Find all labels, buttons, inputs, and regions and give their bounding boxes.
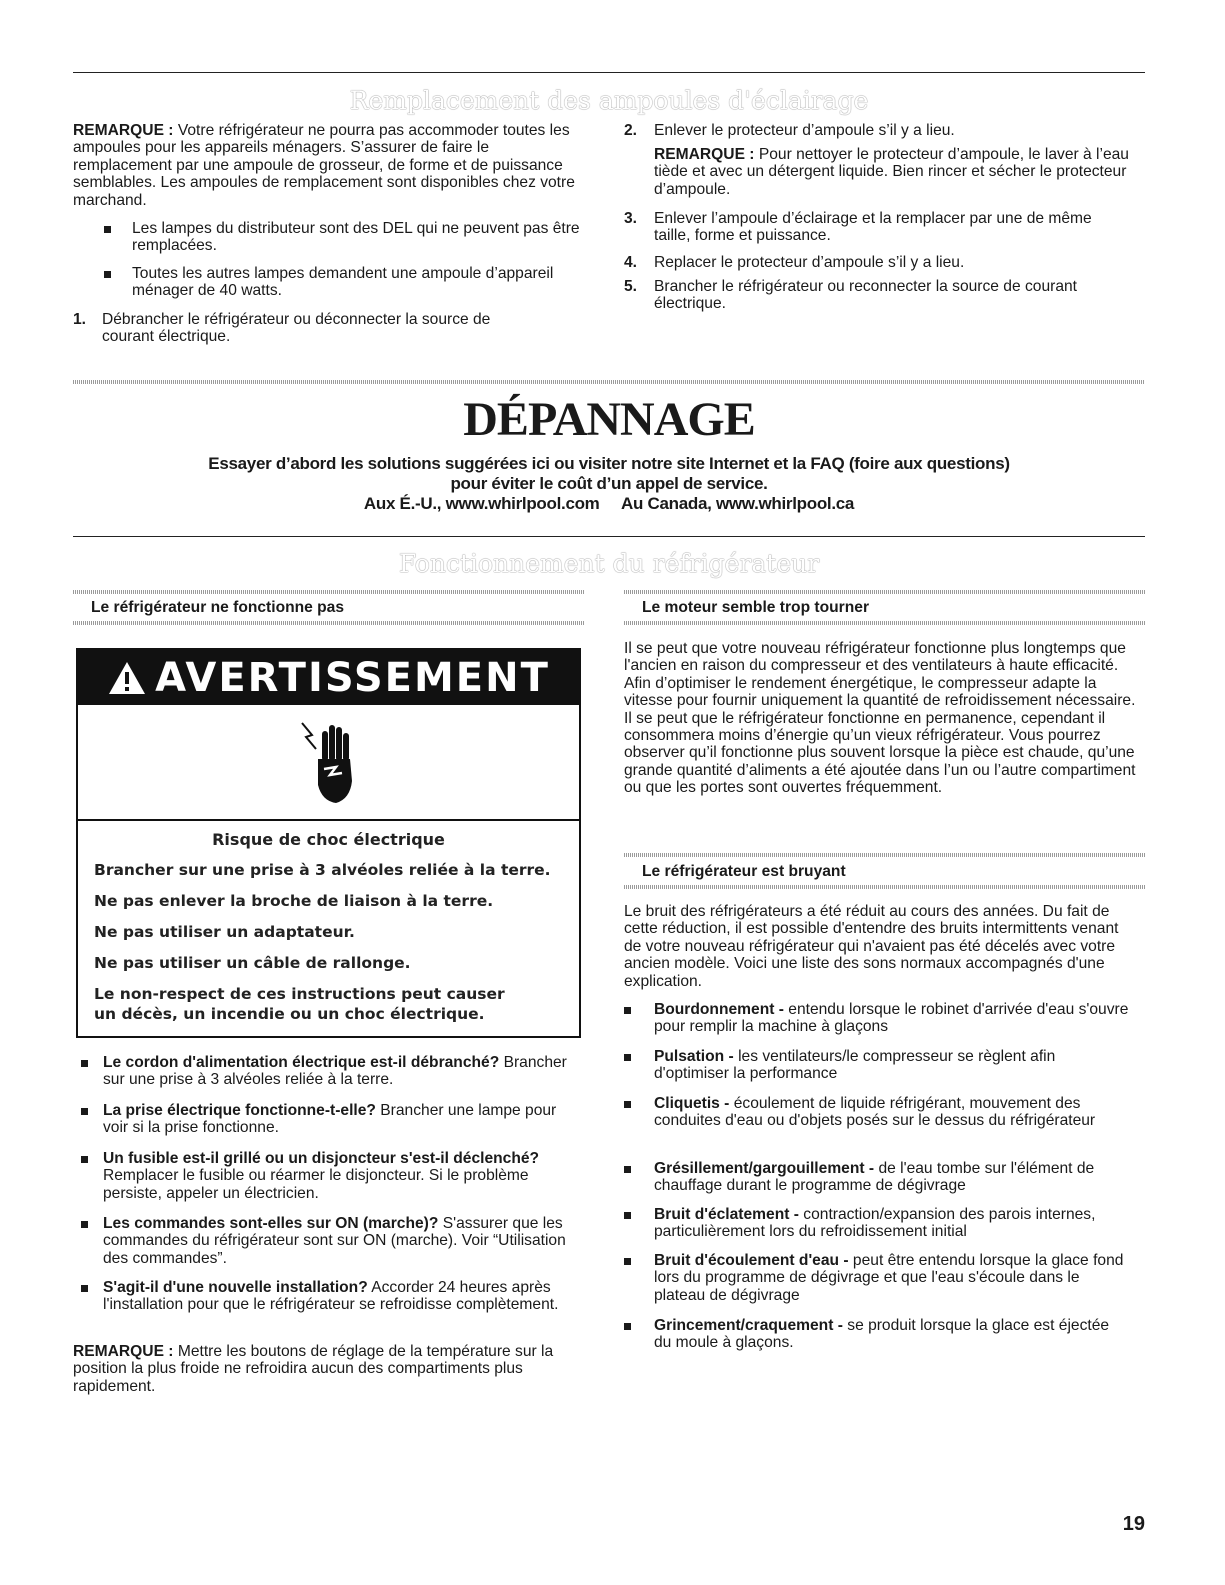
bullet-square-icon bbox=[104, 271, 111, 278]
noise-term: Pulsation - bbox=[654, 1048, 734, 1065]
intro-urls bbox=[73, 494, 1145, 514]
noise-desc: peut être entendu lorsque la glace fond lors du programme de dégivrage et que l'eau s'écoule dans le plateau de dégivrage bbox=[654, 1252, 1124, 1304]
step2-note bbox=[654, 146, 1144, 198]
step-number: 4. bbox=[624, 254, 638, 271]
dotted-divider bbox=[73, 621, 585, 625]
noise-term: Cliquetis - bbox=[654, 1095, 730, 1112]
top-rule bbox=[73, 72, 1145, 73]
check-answer: Brancher une lampe pour voir si la prise fonctionne. bbox=[103, 1102, 557, 1137]
warning-line: Ne pas utiliser un adaptateur. bbox=[94, 923, 355, 941]
noise-desc: entendu lorsque le robinet d'arrivée d'eau s'ouvre pour remplir la machine à glaçons bbox=[654, 1001, 1129, 1036]
noise-desc: de l'eau tombe sur l'élément de chauffage durant le programme de dégivrage bbox=[654, 1160, 1095, 1195]
noise-text: Le bruit des réfrigérateurs a été réduit au cours des années. Du fait de cette réduction, il est possible d'entendre des bruits intermittents venant de votre nouveau réfrigérateur qui n'avaient pas été décelés avec votre ancien modèle. Voici une liste des sons normaux accompagnés d'une explication. bbox=[624, 903, 1119, 990]
step-text: Replacer le protecteur d’ampoule s’il y a lieu. bbox=[654, 254, 965, 271]
bullet-square-icon bbox=[81, 1060, 88, 1067]
bullet-square-icon bbox=[81, 1108, 88, 1115]
note-text: Pour nettoyer le protecteur d’ampoule, le laver à l’eau tiède et avec un détergent liquide. Bien rincer et sécher le protecteur d’ampoule. bbox=[654, 146, 1129, 198]
noise-term: Grincement/craquement - bbox=[654, 1317, 843, 1334]
dotted-divider bbox=[73, 590, 585, 594]
dotted-divider bbox=[624, 853, 1145, 857]
note-text: Votre réfrigérateur ne pourra pas accommoder toutes les ampoules pour les appareils ménagers. S’assurer de faire le remplacement par une ampoule de grosseur, de forme et de puissance semblables. Les ampoules de remplacement sont disponibles chez votre marchand. bbox=[73, 122, 575, 209]
bullet-square-icon bbox=[624, 1054, 631, 1061]
noise-term: Bourdonnement - bbox=[654, 1001, 784, 1018]
check-answer: Remplacer le fusible ou réarmer le disjoncteur. Si le problème persiste, appeler un électricien. bbox=[103, 1167, 529, 1202]
check-question: La prise électrique fonctionne-t-elle? bbox=[103, 1102, 376, 1119]
dotted-divider bbox=[624, 621, 1145, 625]
warning-line: Ne pas utiliser un câble de rallonge. bbox=[94, 954, 411, 972]
bullet-square-icon bbox=[104, 226, 111, 233]
bullet-square-icon bbox=[624, 1101, 631, 1108]
step-text: Enlever le protecteur d’ampoule s’il y a lieu. bbox=[654, 122, 955, 139]
check-question: Les commandes sont-elles sur ON (marche)? bbox=[103, 1215, 439, 1232]
bullet-square-icon bbox=[81, 1221, 88, 1228]
subhead-noisy: Le réfrigérateur est bruyant bbox=[642, 863, 846, 880]
step-number: 3. bbox=[624, 210, 638, 227]
noise-desc: contraction/expansion des parois internes, particulièrement lors du refroidissement initial bbox=[654, 1206, 1096, 1241]
check-answer: Accorder 24 heures après l'installation pour que le réfrigérateur se refroidisse complètement. bbox=[103, 1279, 559, 1314]
intro-line: Essayer d’abord les solutions suggérées ici ou visiter notre site Internet et la FAQ (foire aux questions) bbox=[208, 454, 1010, 473]
warning-line: Brancher sur une prise à 3 alvéoles reliée à la terre. bbox=[94, 861, 551, 879]
check-question: Un fusible est-il grillé ou un disjoncteur s'est-il déclenché? bbox=[103, 1150, 540, 1167]
electric-shock-hand-icon bbox=[298, 719, 362, 805]
bullet-square-icon bbox=[624, 1323, 631, 1330]
subhead-not-working: Le réfrigérateur ne fonctionne pas bbox=[91, 599, 345, 616]
step-number: 2. bbox=[624, 122, 638, 139]
dotted-divider bbox=[73, 380, 1145, 384]
warning-header bbox=[78, 650, 579, 705]
depannage-title: DÉPANNAGE bbox=[463, 393, 755, 446]
bullet-square-icon bbox=[81, 1156, 88, 1163]
dotted-divider bbox=[624, 590, 1145, 594]
note-label: REMARQUE : bbox=[654, 146, 755, 163]
warning-consequence: Le non-respect de ces instructions peut causer bbox=[94, 985, 505, 1003]
note-text: Mettre les boutons de réglage de la température sur la position la plus froide ne refroidira aucun des compartiments plus rapidement. bbox=[73, 1343, 554, 1395]
noise-desc: les ventilateurs/le compresseur se règlent afin d'optimiser la performance bbox=[654, 1048, 1056, 1083]
check-question: Le cordon d'alimentation électrique est-il débranché? bbox=[103, 1054, 500, 1071]
noise-desc: écoulement de liquide réfrigérant, mouvement des conduites d'eau ou d'objets posés sur le dessus du réfrigérateur bbox=[654, 1095, 1096, 1130]
note-label: REMARQUE : bbox=[73, 122, 174, 139]
noise-desc: se produit lorsque la glace est éjectée du moule à glaçons. bbox=[654, 1317, 1110, 1352]
motor-text: Il se peut que votre nouveau réfrigérateur fonctionne plus longtemps que l'ancien en raison du compresseur et des ventilateurs à haute efficacité. Afin d’optimiser le rendement énergétique, le compresseur adapte la vitesse pour fournir uniquement la quantité de refroidissement nécessaire. Il se peut que le réfrigérateur fonctionne en permanence, cependant il consommera moins d’énergie qu’un vieux réfrigérateur. Vous pourrez observer qu’il fonctionne plus souvent lorsque la pièce est chaude, qu’une grande quantité d’aliments a été ajoutée dans l’un ou l’autre compartiment ou que les portes sont ouvertes fréquemment. bbox=[624, 640, 1136, 797]
section-rule bbox=[73, 536, 1145, 537]
warning-risk: Risque de choc électrique bbox=[212, 830, 445, 849]
ca-url-link[interactable]: Au Canada, www.whirlpool.ca bbox=[621, 494, 855, 513]
noise-term: Bruit d'éclatement - bbox=[654, 1206, 799, 1223]
depannage-intro bbox=[73, 454, 1145, 514]
section-title-lamp-replacement: Remplacement des ampoules d'éclairage bbox=[349, 86, 869, 115]
step-number: 5. bbox=[624, 278, 638, 295]
warning-triangle-icon bbox=[107, 660, 147, 696]
lamp-note bbox=[73, 122, 583, 209]
check-question: S'agit-il d'une nouvelle installation? bbox=[103, 1279, 368, 1296]
note-label: REMARQUE : bbox=[73, 1343, 174, 1360]
bullet-square-icon bbox=[81, 1285, 88, 1292]
bullet-square-icon bbox=[624, 1166, 631, 1173]
bullet-text: Toutes les autres lampes demandent une ampoule d’appareil ménager de 40 watts. bbox=[132, 265, 554, 300]
section-title-fridge-operation: Fonctionnement du réfrigérateur bbox=[398, 549, 820, 578]
us-url-link[interactable]: Aux É.-U., www.whirlpool.com bbox=[363, 494, 600, 513]
warning-line: Ne pas enlever la broche de liaison à la terre. bbox=[94, 892, 494, 910]
step-text: Brancher le réfrigérateur ou reconnecter la source de courant électrique. bbox=[654, 278, 1077, 313]
warning-box bbox=[76, 648, 581, 1038]
page-number: 19 bbox=[1122, 1513, 1145, 1535]
intro-line: pour éviter le coût d’un appel de service. bbox=[450, 474, 768, 493]
dotted-divider bbox=[624, 885, 1145, 889]
bullet-text: Les lampes du distributeur sont des DEL qui ne peuvent pas être remplacées. bbox=[132, 220, 580, 255]
noise-term: Grésillement/gargouillement - bbox=[654, 1160, 875, 1177]
bullet-square-icon bbox=[624, 1258, 631, 1265]
check-answer: S'assurer que les commandes du réfrigérateur sont sur ON (marche). Voir “Utilisation des commandes”. bbox=[103, 1215, 566, 1267]
left-note bbox=[73, 1343, 578, 1395]
check-answer: Brancher sur une prise à 3 alvéoles reliée à la terre. bbox=[103, 1054, 567, 1089]
warning-header-text: AVERTISSEMENT bbox=[155, 654, 550, 701]
noise-term: Bruit d'écoulement d'eau - bbox=[654, 1252, 849, 1269]
bullet-square-icon bbox=[624, 1007, 631, 1014]
step-text: Débrancher le réfrigérateur ou déconnecter la source de courant électrique. bbox=[102, 311, 491, 346]
subhead-motor: Le moteur semble trop tourner bbox=[642, 599, 870, 616]
step-number: 1. bbox=[73, 311, 87, 328]
warning-pictogram-area bbox=[78, 705, 579, 821]
warning-consequence: un décès, un incendie ou un choc électrique. bbox=[94, 1005, 485, 1023]
step-text: Enlever l’ampoule d’éclairage et la remplacer par une de même taille, forme et puissance. bbox=[654, 210, 1092, 245]
bullet-square-icon bbox=[624, 1212, 631, 1219]
